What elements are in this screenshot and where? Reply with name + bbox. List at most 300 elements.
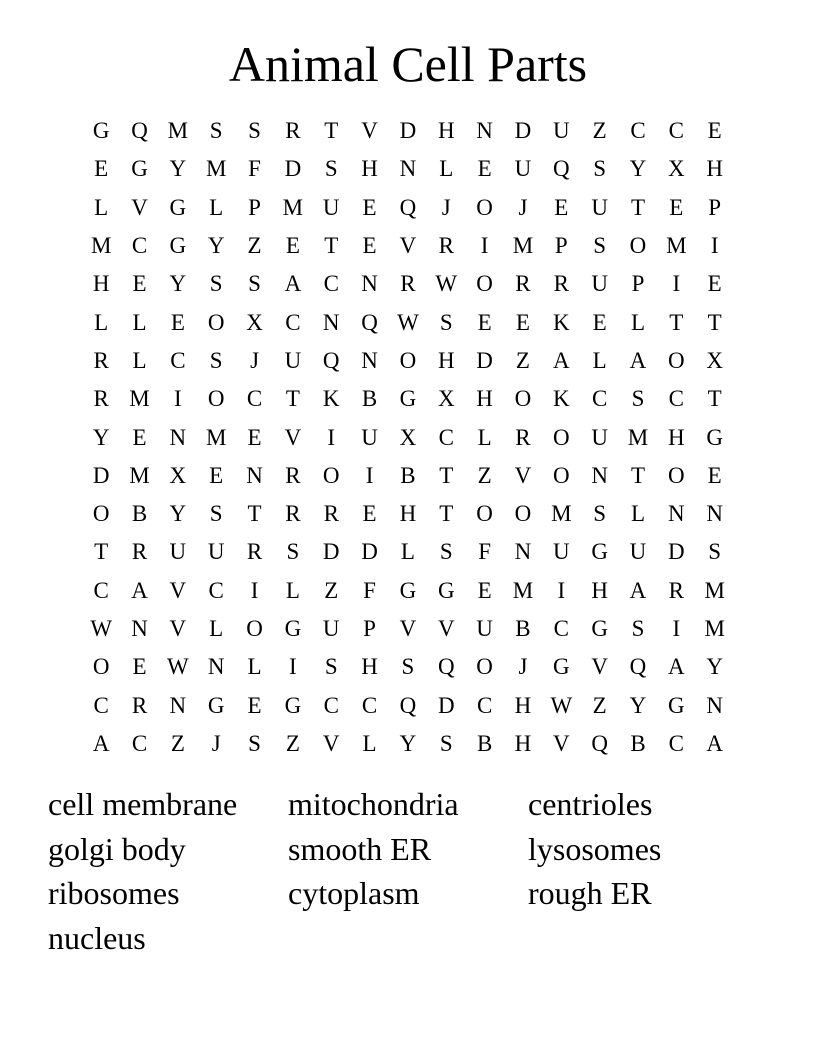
grid-letter: C	[668, 118, 684, 144]
grid-letter: H	[437, 118, 455, 144]
grid-letter: S	[209, 271, 223, 297]
grid-letter: R	[553, 271, 569, 297]
grid-letter: T	[94, 539, 109, 565]
grid-letter: T	[669, 309, 684, 335]
grid-letter: M	[129, 386, 150, 412]
grid-letter: N	[322, 309, 340, 335]
grid-letter: Q	[399, 194, 417, 220]
grid-letter: S	[286, 539, 300, 565]
grid-letter: V	[169, 616, 187, 641]
grid-letter: K	[552, 309, 570, 335]
grid-letter: E	[554, 194, 569, 220]
grid-letter: R	[93, 386, 109, 412]
grid-letter: T	[707, 309, 722, 335]
grid-letter: T	[324, 233, 339, 259]
grid-letter: E	[132, 271, 147, 297]
page-title: Animal Cell Parts	[228, 36, 588, 92]
grid-letter: S	[209, 501, 223, 527]
grid-row	[82, 648, 734, 686]
grid-letter: V	[514, 462, 532, 488]
grid-letter: U	[591, 194, 608, 220]
grid-letter: L	[592, 347, 607, 373]
grid-letter: V	[399, 616, 417, 641]
grid-row	[82, 303, 734, 341]
grid-letter: X	[668, 156, 685, 182]
grid-letter: G	[284, 692, 302, 718]
grid-letter: L	[477, 424, 492, 450]
grid-letter: E	[285, 233, 300, 259]
grid-letter: O	[476, 654, 493, 680]
grid-letter: M	[704, 577, 725, 603]
grid-letter: A	[629, 347, 647, 373]
grid-letter: S	[324, 156, 338, 182]
grid-letter: E	[669, 194, 684, 220]
grid-row	[82, 457, 734, 495]
grid-letter: E	[477, 309, 492, 335]
grid-letter: I	[289, 654, 297, 680]
grid-row	[82, 112, 734, 150]
grid-letter: S	[248, 730, 261, 756]
grid-letter: D	[399, 118, 417, 144]
grid-letter: B	[131, 501, 148, 527]
grid-letter: J	[211, 730, 221, 756]
grid-letter: Q	[437, 654, 455, 680]
grid-row	[82, 610, 734, 648]
grid-letter: N	[706, 692, 723, 718]
grid-letter: N	[246, 462, 263, 488]
grid-letter: O	[552, 462, 570, 488]
grid-letter: P	[363, 616, 376, 641]
grid-letter: D	[322, 539, 340, 565]
grid-letter: G	[668, 692, 685, 718]
grid-letter: Z	[515, 347, 530, 373]
word-list-item: cell membrane	[48, 786, 238, 822]
grid-letter: J	[518, 654, 528, 680]
grid-letter: L	[132, 309, 147, 335]
grid-letter: S	[631, 616, 645, 641]
grid-letter: H	[668, 424, 685, 450]
grid-letter: Q	[361, 309, 378, 335]
grid-letter: S	[439, 539, 453, 565]
grid-letter: Z	[247, 233, 262, 259]
grid-letter: M	[704, 616, 725, 641]
word-search-grid	[82, 112, 734, 763]
grid-letter: R	[515, 271, 531, 297]
grid-letter: G	[591, 539, 608, 565]
grid-letter: S	[439, 309, 453, 335]
grid-letter: G	[437, 577, 455, 603]
grid-letter: C	[476, 692, 493, 718]
grid-letter: U	[552, 118, 570, 144]
grid-letter: H	[706, 156, 723, 182]
grid-row	[82, 380, 734, 418]
grid-letter: C	[93, 692, 109, 718]
grid-row	[82, 418, 734, 456]
grid-letter: H	[591, 577, 608, 603]
grid-letter: E	[707, 271, 722, 297]
grid-letter: E	[592, 309, 607, 335]
grid-letter: U	[591, 271, 608, 297]
grid-letter: N	[361, 271, 378, 297]
grid-letter: B	[400, 462, 416, 488]
grid-letter: G	[169, 194, 187, 220]
grid-letter: H	[437, 347, 455, 373]
grid-letter: T	[247, 501, 262, 527]
grid-row	[82, 686, 734, 724]
grid-letter: F	[478, 539, 491, 565]
grid-letter: S	[631, 386, 645, 412]
grid-letter: O	[668, 347, 685, 373]
grid-row	[82, 572, 734, 610]
grid-letter: C	[438, 424, 454, 450]
grid-letter: Q	[629, 654, 647, 680]
grid-letter: R	[285, 501, 301, 527]
grid-letter: H	[361, 156, 378, 182]
grid-letter: L	[209, 194, 224, 220]
grid-letter: O	[514, 501, 532, 527]
grid-letter: C	[553, 616, 569, 641]
grid-letter: B	[476, 730, 493, 756]
grid-letter: D	[476, 347, 493, 373]
grid-letter: V	[284, 424, 302, 450]
grid-letter: Z	[592, 118, 607, 144]
grid-letter: B	[630, 730, 646, 756]
grid-letter: U	[552, 539, 570, 565]
grid-row	[82, 725, 734, 763]
grid-letter: O	[668, 462, 685, 488]
grid-letter: M	[551, 501, 572, 527]
grid-letter: D	[514, 118, 532, 144]
grid-letter: O	[476, 271, 493, 297]
grid-letter: V	[552, 730, 570, 756]
grid-letter: I	[710, 233, 719, 259]
grid-letter: P	[248, 194, 261, 220]
grid-letter: Q	[322, 347, 340, 373]
grid-letter: S	[401, 654, 415, 680]
grid-letter: Q	[591, 730, 608, 756]
grid-letter: M	[167, 118, 189, 144]
grid-letter: Y	[399, 730, 417, 756]
grid-letter: W	[550, 692, 573, 718]
grid-row	[82, 342, 734, 380]
grid-letter: R	[323, 501, 339, 527]
grid-letter: W	[435, 271, 458, 297]
grid-letter: Q	[131, 118, 148, 144]
grid-letter: H	[361, 654, 378, 680]
grid-letter: H	[514, 730, 532, 756]
grid-letter: K	[552, 386, 570, 412]
grid-letter: C	[246, 386, 263, 412]
grid-letter: N	[399, 156, 417, 182]
grid-letter: J	[518, 194, 528, 220]
grid-letter: A	[92, 730, 110, 756]
grid-letter: L	[285, 577, 300, 603]
grid-letter: V	[399, 233, 417, 259]
grid-letter: A	[552, 347, 570, 373]
grid-letter: M	[129, 462, 150, 488]
grid-letter: R	[668, 577, 684, 603]
grid-letter: N	[706, 501, 723, 527]
grid-letter: X	[246, 309, 263, 335]
grid-letter: Y	[169, 501, 187, 527]
grid-letter: R	[131, 539, 148, 565]
grid-letter: Z	[477, 462, 492, 488]
grid-row	[82, 150, 734, 188]
grid-letter: I	[250, 577, 259, 603]
grid-letter: G	[399, 577, 417, 603]
grid-letter: E	[515, 309, 530, 335]
grid-letter: U	[629, 539, 647, 565]
grid-letter: L	[630, 501, 646, 527]
word-list-item: centrioles	[528, 786, 653, 822]
grid-letter: G	[169, 233, 187, 259]
grid-letter: R	[515, 424, 531, 450]
grid-letter: P	[631, 271, 645, 297]
grid-letter: D	[437, 692, 455, 718]
grid-letter: O	[207, 386, 225, 412]
grid-letter: C	[361, 692, 378, 718]
grid-letter: K	[322, 386, 340, 412]
grid-letter: I	[365, 462, 374, 488]
grid-letter: L	[400, 539, 415, 565]
grid-letter: C	[630, 118, 646, 144]
grid-letter: O	[552, 424, 570, 450]
grid-letter: E	[707, 462, 722, 488]
grid-letter: J	[250, 347, 260, 373]
grid-letter: W	[167, 654, 189, 680]
grid-letter: L	[247, 654, 262, 680]
grid-letter: D	[668, 539, 685, 565]
grid-letter: N	[207, 654, 225, 680]
grid-letter: U	[514, 156, 532, 182]
grid-letter: I	[480, 233, 489, 259]
grid-letter: U	[361, 424, 378, 450]
grid-letter: C	[93, 577, 109, 603]
grid-letter: Y	[207, 233, 225, 259]
grid-letter: V	[361, 118, 378, 144]
grid-letter: P	[554, 233, 568, 259]
grid-letter: G	[207, 692, 225, 718]
grid-letter: A	[131, 577, 148, 603]
grid-letter: V	[591, 654, 608, 680]
grid-letter: U	[284, 347, 302, 373]
grid-letter: E	[362, 194, 377, 220]
grid-letter: T	[324, 118, 339, 144]
grid-letter: U	[169, 539, 187, 565]
grid-letter: W	[90, 616, 113, 641]
grid-letter: E	[170, 309, 185, 335]
grid-letter: V	[437, 616, 455, 641]
grid-letter: P	[708, 194, 722, 220]
grid-letter: C	[323, 692, 339, 718]
grid-letter: A	[629, 577, 647, 603]
grid-letter: R	[400, 271, 416, 297]
grid-letter: R	[285, 118, 301, 144]
grid-letter: M	[666, 233, 687, 259]
grid-letter: T	[630, 194, 646, 220]
grid-letter: U	[476, 616, 493, 641]
grid-letter: O	[92, 654, 110, 680]
grid-letter: I	[327, 424, 336, 450]
grid-letter: O	[246, 616, 263, 641]
grid-letter: C	[323, 271, 339, 297]
grid-letter: N	[476, 118, 493, 144]
grid-letter: Z	[324, 577, 339, 603]
grid-letter: S	[439, 730, 453, 756]
grid-letter: U	[207, 539, 225, 565]
grid-letter: H	[514, 692, 532, 718]
grid-letter: L	[362, 730, 377, 756]
word-list-item: golgi body	[48, 830, 186, 867]
grid-letter: I	[672, 616, 681, 641]
word-list-item: ribosomes	[48, 875, 180, 911]
grid-letter: O	[92, 501, 110, 527]
grid-letter: E	[477, 156, 492, 182]
grid-row	[82, 227, 734, 265]
grid-letter: Y	[169, 271, 187, 297]
grid-letter: E	[707, 118, 722, 144]
grid-row	[82, 533, 734, 571]
grid-letter: N	[131, 616, 148, 641]
word-list-item: smooth ER	[288, 830, 432, 867]
word-list-item: rough ER	[528, 875, 652, 911]
grid-row	[82, 495, 734, 533]
grid-letter: B	[361, 386, 378, 412]
grid-letter: E	[94, 156, 109, 182]
grid-letter: Q	[552, 156, 570, 182]
grid-letter: V	[131, 194, 148, 220]
grid-letter: O	[207, 309, 225, 335]
grid-letter: E	[362, 233, 377, 259]
grid-letter: I	[557, 577, 566, 603]
grid-letter: O	[476, 501, 493, 527]
word-list-item: mitochondria	[288, 786, 459, 822]
grid-letter: S	[209, 347, 223, 373]
grid-letter: E	[477, 577, 492, 603]
grid-letter: O	[322, 462, 340, 488]
grid-letter: L	[94, 194, 109, 220]
grid-letter: G	[552, 654, 570, 680]
grid-letter: G	[284, 616, 302, 641]
grid-letter: H	[92, 271, 110, 297]
grid-letter: A	[706, 730, 723, 756]
grid-letter: C	[170, 347, 186, 373]
grid-letter: S	[593, 501, 607, 527]
grid-letter: U	[322, 194, 340, 220]
grid-letter: V	[322, 730, 340, 756]
grid-letter: X	[437, 386, 455, 412]
grid-letter: Y	[92, 424, 110, 450]
grid-letter: M	[205, 156, 227, 182]
grid-letter: O	[629, 233, 647, 259]
grid-letter: V	[169, 577, 187, 603]
grid-letter: C	[668, 386, 684, 412]
grid-letter: Z	[285, 730, 300, 756]
grid-letter: Y	[169, 156, 187, 182]
grid-letter: C	[285, 309, 301, 335]
grid-letter: J	[441, 194, 451, 220]
grid-letter: R	[93, 347, 109, 373]
grid-letter: A	[284, 271, 302, 297]
grid-letter: E	[362, 501, 377, 527]
grid-letter: T	[439, 462, 454, 488]
grid-letter: X	[399, 424, 417, 450]
grid-letter: R	[438, 233, 454, 259]
grid-letter: M	[512, 577, 534, 603]
grid-letter: G	[131, 156, 148, 182]
grid-letter: T	[439, 501, 454, 527]
grid-letter: G	[706, 424, 723, 450]
word-list	[48, 782, 768, 960]
grid-letter: Y	[629, 692, 647, 718]
grid-letter: F	[248, 156, 261, 182]
grid-letter: S	[708, 539, 722, 565]
grid-letter: M	[512, 233, 534, 259]
grid-letter: C	[668, 730, 684, 756]
grid-letter: A	[668, 654, 685, 680]
grid-letter: B	[515, 616, 531, 641]
grid-letter: T	[285, 386, 300, 412]
grid-letter: S	[324, 654, 338, 680]
grid-letter: T	[707, 386, 722, 412]
grid-row	[82, 265, 734, 303]
word-list-item: nucleus	[48, 919, 146, 956]
grid-letter: N	[169, 692, 187, 718]
grid-letter: L	[630, 309, 646, 335]
grid-letter: M	[282, 194, 304, 220]
grid-letter: D	[284, 156, 302, 182]
grid-letter: E	[132, 654, 147, 680]
grid-letter: E	[209, 462, 224, 488]
grid-letter: G	[399, 386, 417, 412]
grid-letter: Q	[399, 692, 417, 718]
word-list-item: cytoplasm	[288, 875, 420, 911]
grid-letter: E	[247, 692, 262, 718]
grid-letter: R	[285, 462, 301, 488]
grid-letter: H	[476, 386, 493, 412]
grid-letter: E	[132, 424, 147, 450]
grid-letter: D	[361, 539, 378, 565]
grid-letter: Y	[629, 156, 647, 182]
grid-letter: R	[246, 539, 263, 565]
grid-letter: X	[706, 347, 723, 373]
grid-letter: Y	[706, 654, 723, 680]
grid-letter: O	[476, 194, 493, 220]
grid-letter: L	[209, 616, 224, 641]
grid-letter: C	[591, 386, 608, 412]
grid-letter: L	[132, 347, 147, 373]
grid-letter: S	[593, 156, 607, 182]
grid-letter: M	[90, 233, 112, 259]
grid-letter: S	[593, 233, 607, 259]
grid-letter: S	[248, 118, 261, 144]
grid-letter: N	[591, 462, 608, 488]
grid-letter: M	[205, 424, 227, 450]
grid-letter: G	[92, 118, 110, 144]
grid-letter: I	[174, 386, 182, 412]
grid-letter: O	[399, 347, 417, 373]
grid-letter: C	[131, 730, 148, 756]
grid-letter: T	[630, 462, 646, 488]
grid-letter: R	[131, 692, 148, 718]
grid-letter: H	[399, 501, 417, 527]
grid-letter: L	[94, 309, 109, 335]
word-list-item: lysosomes	[528, 830, 662, 867]
grid-letter: L	[439, 156, 454, 182]
grid-letter: G	[591, 616, 608, 641]
grid-letter: C	[131, 233, 148, 259]
grid-row	[82, 189, 734, 227]
